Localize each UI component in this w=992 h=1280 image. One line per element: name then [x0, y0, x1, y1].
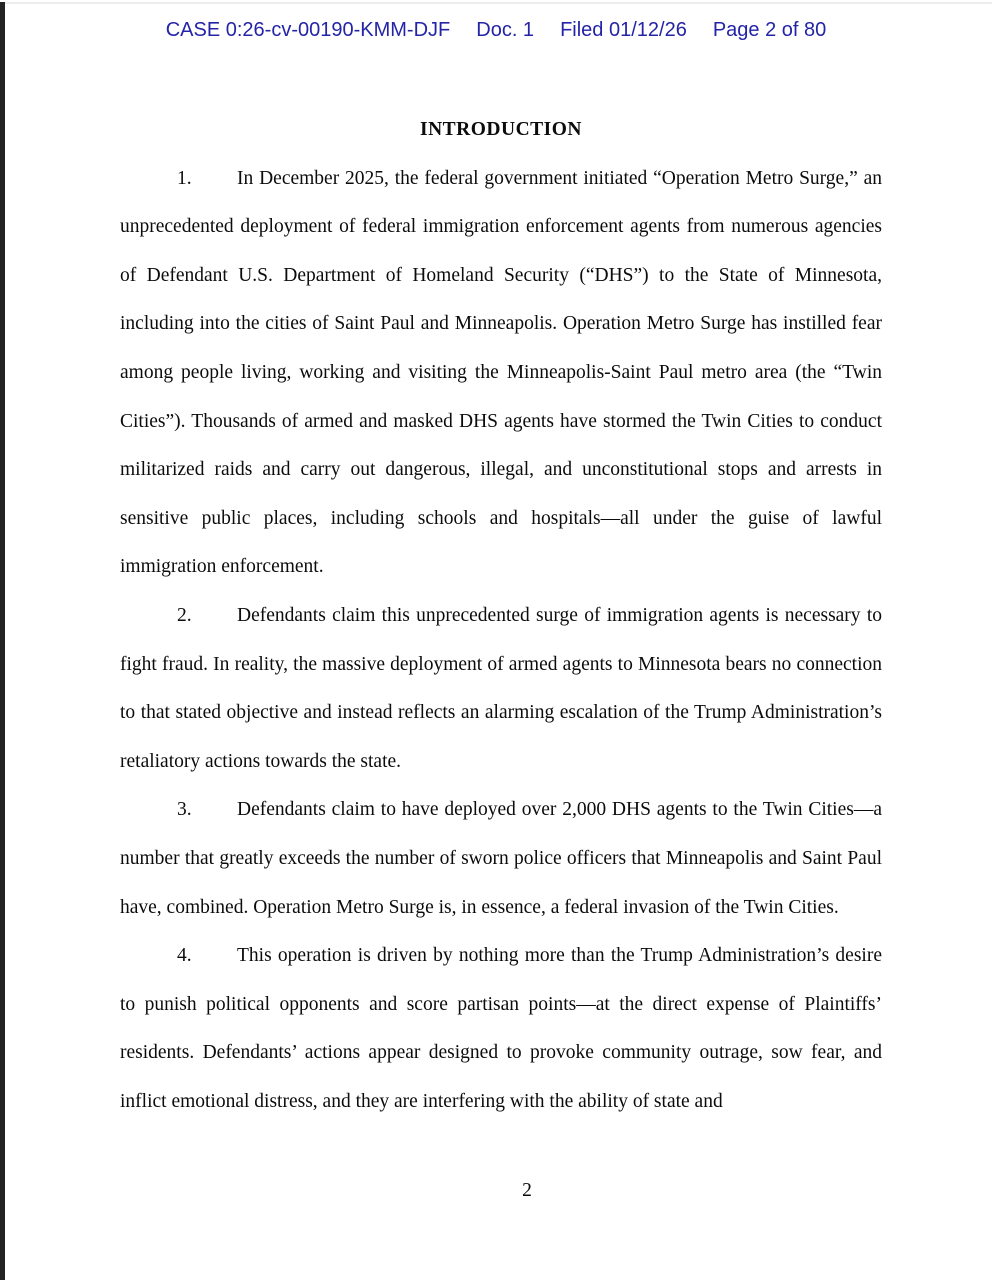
stamp-page-info: Page 2 of 80 [712, 19, 827, 41]
paragraph-1 [120, 155, 882, 592]
paragraph-2-text: Defendants claim this unprecedented surge of immigration agents is necessary to fight fraud. In reality, the massive deployment of armed agents to Minnesota bears no connection to that stated objective and instead reflects an alarming escalation of the Trump Administration’s retaliatory actions towards the state. [120, 604, 882, 772]
stamp-case-number: CASE 0:26-cv-00190-KMM-DJF [165, 19, 451, 41]
paragraph-3-number: 3. [177, 799, 192, 821]
paragraph-2-number: 2. [177, 604, 192, 626]
document-body [120, 106, 882, 1126]
paragraph-1-text: In December 2025, the federal government initiated “Operation Metro Surge,” an unprecedented deployment of federal immigration enforcement agents from numerous agencies of Defendant U.S. Department of Homeland Security (“DHS”) to the State of Minnesota, including into the cities of Saint Paul and Minneapolis. Operation Metro Surge has instilled fear among people living, working and visiting the Minneapolis-Saint Paul metro area (the “Twin Cities”). Thousands of armed and masked DHS agents have stormed the Twin Cities to conduct militarized raids and carry out dangerous, illegal, and unconstitutional stops and arrests in sensitive public places, including schools and hospitals—all under the guise of lawful immigration enforcement. [120, 167, 882, 578]
paragraph-1-number: 1. [177, 167, 192, 189]
section-heading: INTRODUCTION [419, 119, 583, 140]
ecf-stamp-header [0, 19, 992, 42]
paragraph-4-text: This operation is driven by nothing more than the Trump Administration’s desire to punish political opponents and score partisan points—at the direct expense of Plaintiffs’ residents. Defendants’ actions appear designed to provoke community outrage, sow fear, and inflict emotional distress, and they are interfering with the ability of state and [120, 945, 882, 1112]
paragraph-3-text: Defendants claim to have deployed over 2,000 DHS agents to the Twin Cities—a number that greatly exceeds the number of sworn police officers that Minneapolis and Saint Paul have, combined. Operation Metro Surge is, in essence, a federal invasion of the Twin Cities. [120, 799, 882, 918]
paragraph-4 [120, 932, 882, 1126]
paragraph-4-number: 4. [177, 945, 192, 967]
paragraph-2 [120, 592, 882, 786]
page-number: 2 [522, 1180, 532, 1201]
paragraph-3 [120, 786, 882, 932]
scan-edge-strip [0, 2, 5, 1280]
stamp-doc-number: Doc. 1 [476, 19, 535, 41]
stamp-filed-date: Filed 01/12/26 [560, 19, 687, 41]
scan-top-hairline [0, 2, 992, 4]
